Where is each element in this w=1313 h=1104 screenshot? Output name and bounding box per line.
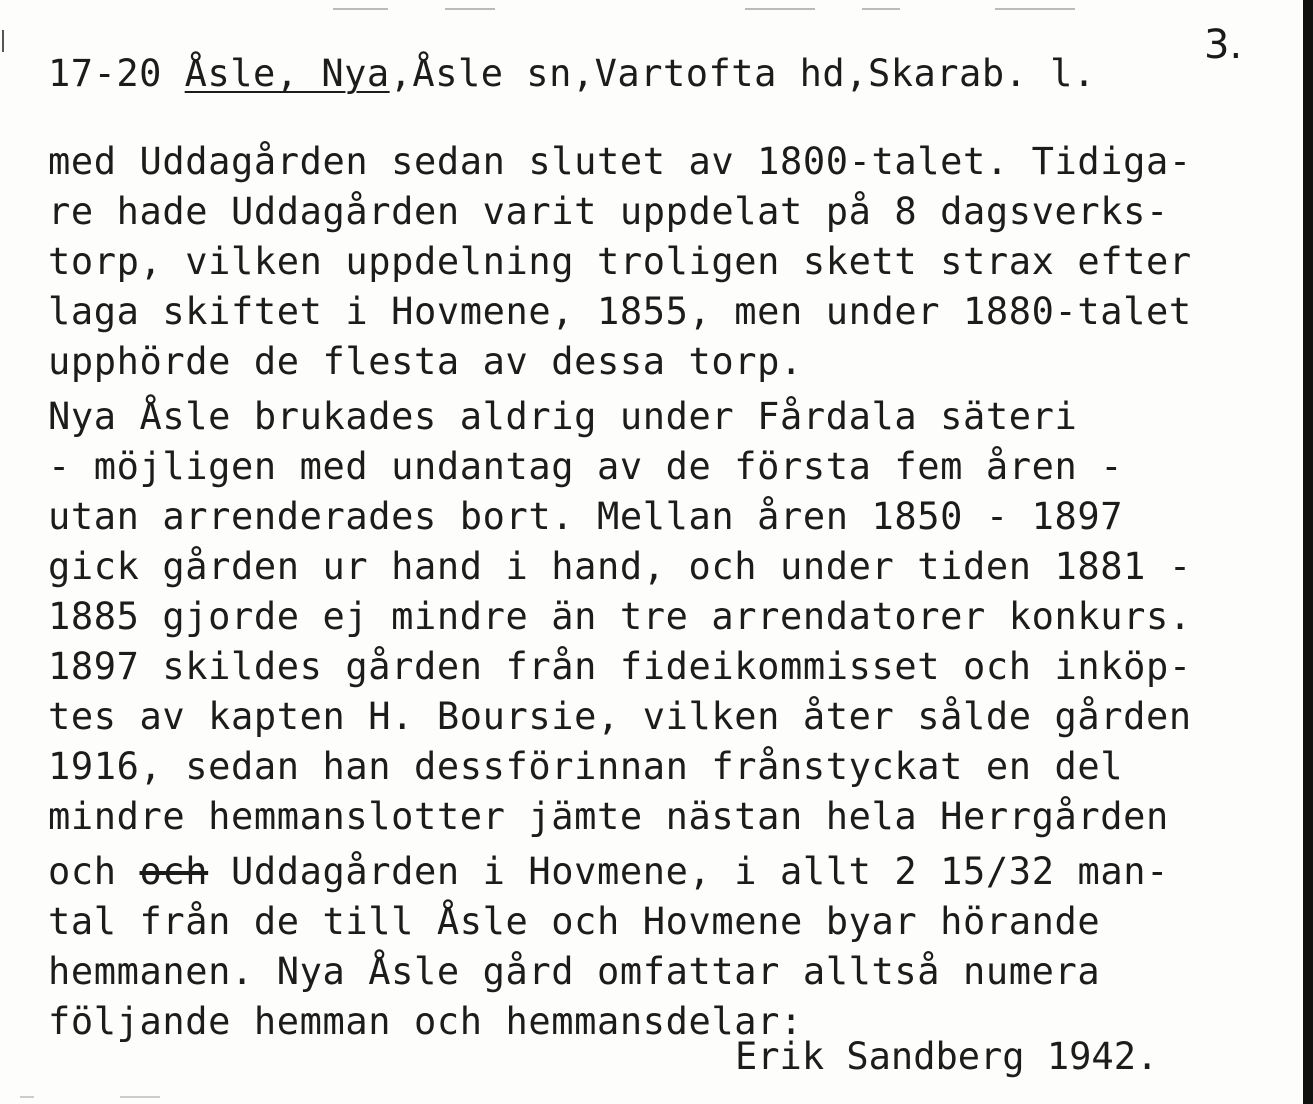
paper-speck — [333, 8, 388, 10]
body-line: Nya Åsle brukades aldrig under Fårdala säteri — [48, 395, 1078, 438]
body-line: med Uddagården sedan slutet av 1800-talet. Tidiga- — [48, 140, 1192, 183]
paper-speck — [995, 8, 1075, 10]
line-start: och — [48, 850, 140, 893]
body-line: laga skiftet i Hovmene, 1855, men under 1880-talet — [48, 290, 1192, 333]
card-edge-shadow — [1303, 0, 1313, 1104]
signature-line: Erik Sandberg 1942. — [735, 1035, 1159, 1078]
location-detail: ,Åsle sn,Vartofta hd,Skarab. l. — [389, 52, 1096, 95]
body-line: tes av kapten H. Boursie, vilken åter sålde gården — [48, 695, 1192, 738]
struck-word: och — [139, 850, 209, 893]
body-line: 1897 skildes gården från fideikommisset och inköp- — [48, 645, 1192, 688]
place-name: Åsle, Nya — [184, 52, 390, 95]
body-line: upphörde de flesta av dessa torp. — [48, 340, 803, 383]
body-line: hemmanen. Nya Åsle gård omfattar alltså numera — [48, 950, 1101, 993]
paper-speck — [20, 1096, 34, 1098]
body-line: mindre hemmanslotter jämte nästan hela Herrgården — [48, 795, 1169, 838]
body-line: följande hemman och hemmansdelar: — [48, 1000, 803, 1043]
body-line: 1916, sedan han dessförinnan frånstyckat en del — [48, 745, 1124, 788]
margin-mark — [2, 30, 4, 52]
body-line: - möjligen med undantag av de första fem åren - — [48, 445, 1124, 488]
body-line: re hade Uddagården varit uppdelat på 8 dagsverks- — [48, 190, 1169, 233]
paper-speck — [120, 1096, 160, 1098]
body-line: 1885 gjorde ej mindre än tre arrendatorer konkurs. — [48, 595, 1192, 638]
body-line: tal från de till Åsle och Hovmene byar hörande — [48, 900, 1101, 943]
entry-number: 17-20 — [48, 52, 162, 95]
body-line: gick gården ur hand i hand, och under tiden 1881 - — [48, 545, 1192, 588]
body-line-with-strikeout — [48, 850, 1169, 893]
line-rest: Uddagården i Hovmene, i allt 2 15/32 man- — [208, 850, 1169, 893]
card-header — [48, 52, 1096, 95]
paper-speck — [862, 8, 900, 10]
page-number: 3. — [1204, 22, 1243, 68]
body-line: utan arrenderades bort. Mellan åren 1850 - 1897 — [48, 495, 1124, 538]
body-line: torp, vilken uppdelning troligen skett strax efter — [48, 240, 1192, 283]
paper-speck — [445, 8, 495, 10]
paper-speck — [745, 8, 815, 10]
